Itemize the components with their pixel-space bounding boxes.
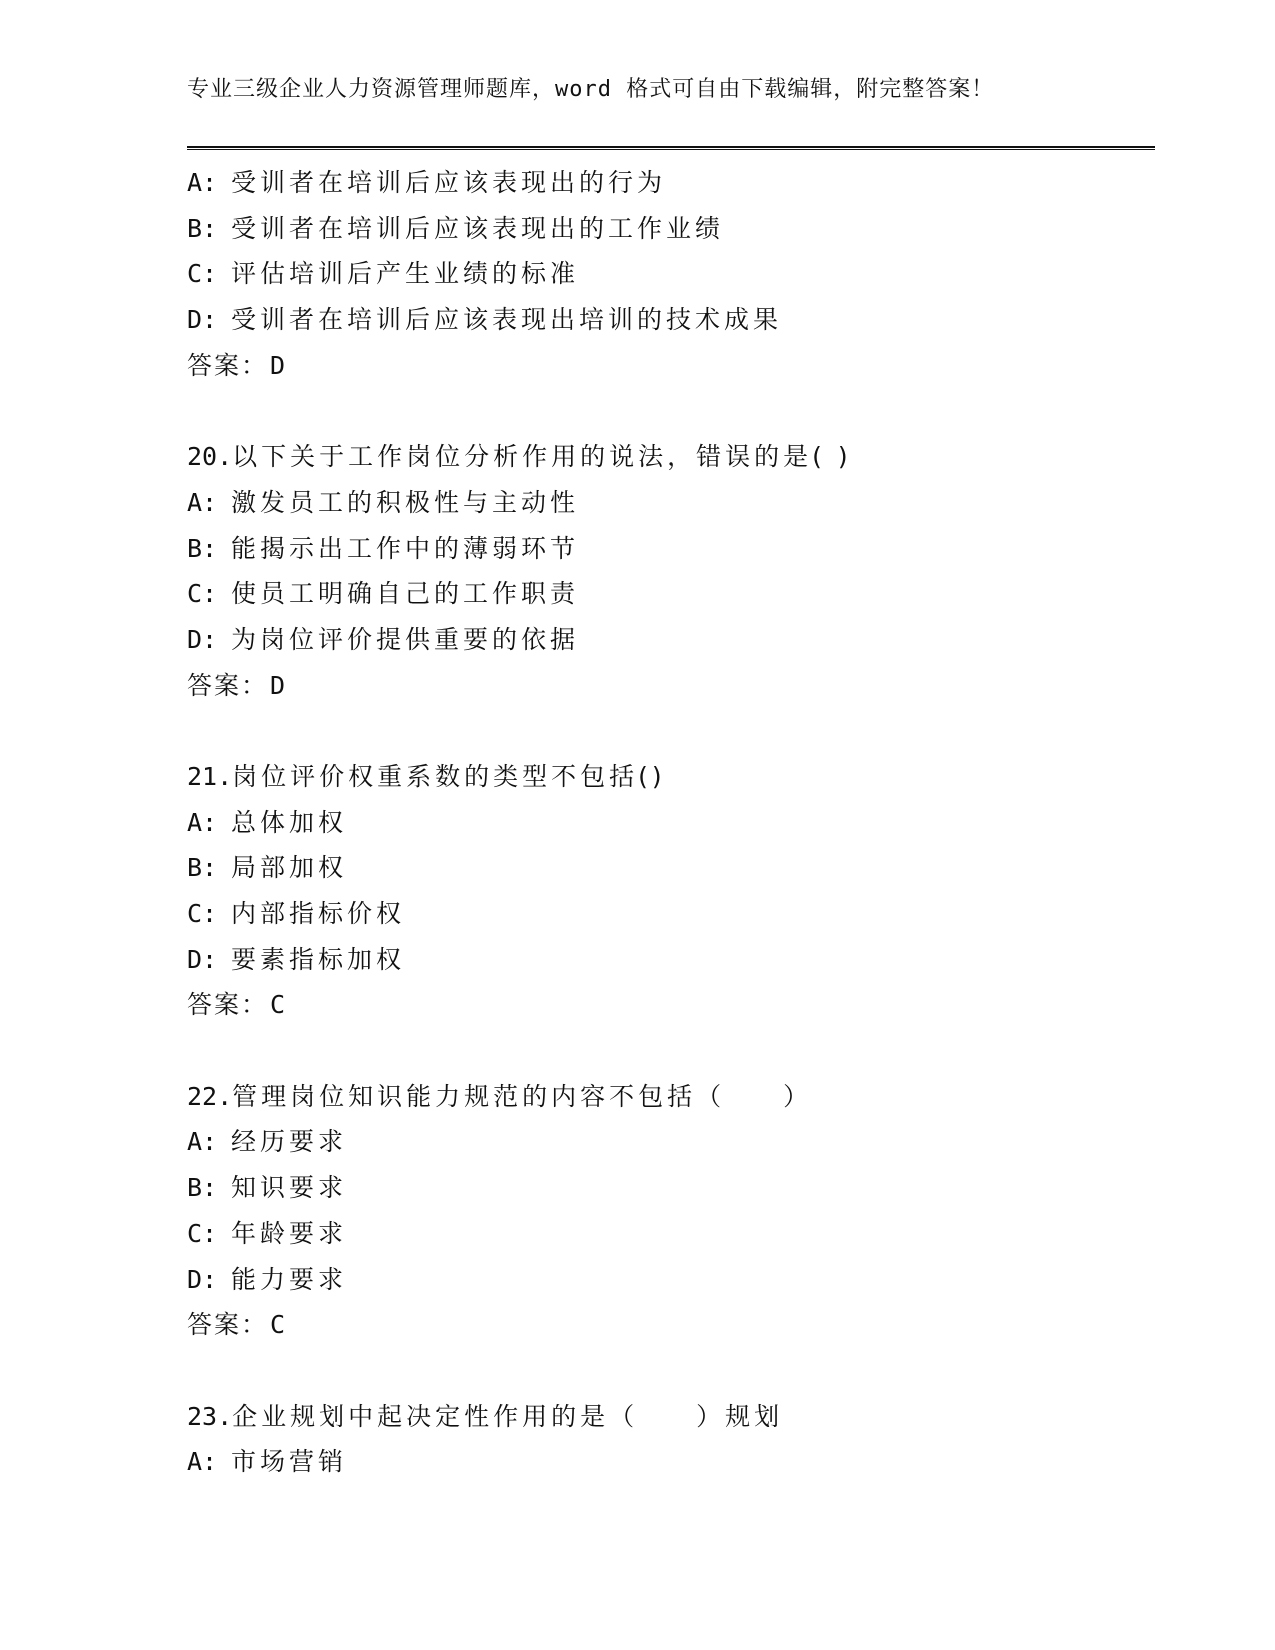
option-a — [187, 1119, 1155, 1165]
option-letter: D: — [187, 305, 218, 335]
option-b — [187, 206, 1155, 252]
option-text: 激发员工的积极性与主动性 — [231, 487, 580, 517]
header-divider — [187, 146, 1155, 150]
option-letter: D: — [187, 1264, 218, 1294]
option-letter: C: — [187, 259, 218, 289]
question-block-22 — [187, 1074, 1155, 1348]
answer-line — [187, 343, 1155, 389]
option-letter: C: — [187, 899, 218, 928]
option-letter: D: — [187, 624, 218, 654]
question-text: 岗位评价权重系数的类型不包括() — [232, 761, 666, 791]
option-c — [187, 571, 1155, 617]
question-number: 23. — [187, 1401, 233, 1431]
option-a — [187, 800, 1155, 846]
option-c — [187, 891, 1155, 937]
option-text: 受训者在培训后应该表现出的工作业绩 — [231, 213, 725, 243]
spacer — [187, 1028, 1155, 1074]
question-stem — [187, 1394, 1155, 1440]
answer-label: 答案： — [187, 990, 269, 1020]
option-c — [187, 251, 1155, 297]
option-letter: B: — [187, 213, 218, 243]
question-block-19 — [187, 160, 1155, 388]
option-text: 内部指标价权 — [231, 899, 406, 928]
question-number: 22. — [187, 1081, 233, 1111]
option-text: 评估培训后产生业绩的标准 — [231, 259, 580, 289]
option-text: 要素指标加权 — [231, 944, 406, 974]
option-b — [187, 1165, 1155, 1211]
option-b — [187, 845, 1155, 891]
question-block-20 — [187, 434, 1155, 708]
question-number: 21. — [187, 761, 233, 791]
page-header: 专业三级企业人力资源管理师题库，word 格式可自由下载编辑，附完整答案！ — [187, 77, 995, 102]
question-text: 管理岗位知识能力规范的内容不包括（ ） — [232, 1081, 813, 1111]
option-letter: D: — [187, 944, 218, 974]
option-letter: A: — [187, 807, 218, 837]
option-b — [187, 526, 1155, 572]
question-list — [187, 160, 1155, 1485]
option-letter: A: — [187, 1127, 218, 1157]
question-text: 企业规划中起决定性作用的是（ ）规划 — [232, 1401, 784, 1431]
option-d — [187, 297, 1155, 343]
option-letter: A: — [187, 168, 218, 197]
question-block-21 — [187, 754, 1155, 1028]
option-d — [187, 937, 1155, 983]
option-d — [187, 1257, 1155, 1303]
option-a — [187, 1439, 1155, 1485]
option-letter: A: — [187, 1447, 218, 1477]
question-stem — [187, 434, 1155, 480]
answer-line — [187, 982, 1155, 1028]
option-text: 市场营销 — [231, 1447, 348, 1477]
answer-value: C — [270, 1310, 288, 1340]
option-text: 能力要求 — [231, 1264, 348, 1294]
answer-value: D — [270, 350, 288, 380]
option-text: 能揭示出工作中的薄弱环节 — [231, 533, 580, 563]
answer-value: C — [270, 990, 288, 1020]
answer-line — [187, 663, 1155, 709]
answer-label: 答案： — [187, 350, 269, 380]
option-c — [187, 1211, 1155, 1257]
option-text: 总体加权 — [231, 807, 348, 837]
option-text: 受训者在培训后应该表现出培训的技术成果 — [231, 305, 783, 335]
option-text: 使员工明确自己的工作职责 — [231, 579, 580, 609]
option-text: 为岗位评价提供重要的依据 — [231, 624, 580, 654]
spacer — [187, 1348, 1155, 1394]
option-text: 受训者在培训后应该表现出的行为 — [231, 168, 667, 197]
option-d — [187, 617, 1155, 663]
option-text: 知识要求 — [231, 1173, 348, 1203]
option-letter: C: — [187, 579, 218, 609]
option-letter: C: — [187, 1218, 218, 1248]
option-a — [187, 160, 1155, 206]
answer-value: D — [270, 670, 288, 700]
question-stem — [187, 754, 1155, 800]
answer-line — [187, 1302, 1155, 1348]
option-text: 局部加权 — [231, 853, 348, 883]
answer-label: 答案： — [187, 670, 269, 700]
question-block-23 — [187, 1394, 1155, 1485]
option-letter: B: — [187, 533, 218, 563]
option-text: 年龄要求 — [231, 1218, 348, 1248]
question-text: 以下关于工作岗位分析作用的说法，错误的是( ) — [232, 442, 852, 472]
spacer — [187, 388, 1155, 434]
option-letter: A: — [187, 487, 218, 517]
question-stem — [187, 1074, 1155, 1120]
spacer — [187, 708, 1155, 754]
option-text: 经历要求 — [231, 1127, 348, 1157]
option-a — [187, 480, 1155, 526]
option-letter: B: — [187, 1173, 218, 1203]
question-number: 20. — [187, 442, 233, 472]
option-letter: B: — [187, 853, 218, 883]
answer-label: 答案： — [187, 1310, 269, 1340]
